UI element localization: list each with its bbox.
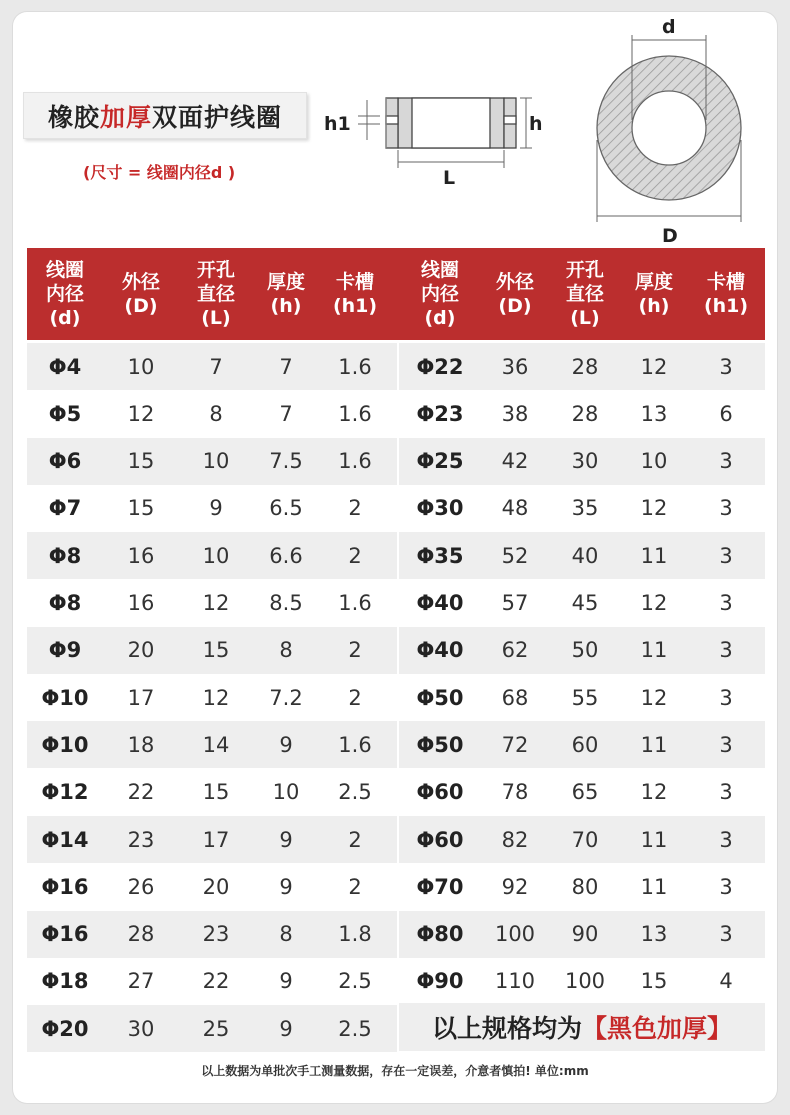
table-cell: 68 bbox=[501, 685, 529, 710]
table-cell: 2.5 bbox=[338, 969, 372, 994]
table-cell: 60 bbox=[571, 732, 599, 757]
table-cell: 80 bbox=[571, 874, 599, 899]
cell-inner-diameter: Φ4 bbox=[48, 354, 82, 379]
cell-inner-diameter: Φ23 bbox=[416, 401, 464, 426]
table-row bbox=[399, 343, 765, 390]
table-cell: 2 bbox=[348, 496, 362, 521]
table-cell: 11 bbox=[640, 732, 668, 757]
table-cell: 78 bbox=[501, 780, 529, 805]
cell-inner-diameter: Φ16 bbox=[41, 922, 89, 947]
cell-inner-diameter: Φ8 bbox=[48, 543, 82, 568]
table-cell: 15 bbox=[127, 449, 155, 474]
table-row bbox=[399, 958, 765, 1005]
header-line: 内径 bbox=[420, 283, 459, 305]
table-row bbox=[399, 580, 765, 627]
table-cell: 57 bbox=[501, 591, 529, 615]
title-part2: 双面护线圈 bbox=[152, 102, 283, 132]
table-cell: 8.5 bbox=[269, 591, 303, 615]
grommet-diagram bbox=[0, 0, 790, 250]
table-cell: 3 bbox=[719, 354, 733, 379]
header-line: (d) bbox=[424, 307, 456, 329]
table-cell: 12 bbox=[202, 685, 230, 710]
table-cell: 26 bbox=[127, 874, 155, 899]
table-cell: 110 bbox=[494, 969, 536, 994]
table-row bbox=[399, 627, 765, 674]
grommet-profile bbox=[386, 98, 516, 148]
table-cell: 55 bbox=[571, 685, 599, 710]
table-cell: 2.5 bbox=[338, 780, 372, 805]
header-line: (D) bbox=[498, 295, 532, 317]
table-cell: 17 bbox=[127, 685, 155, 710]
column-header bbox=[691, 248, 761, 340]
header-line: (d) bbox=[49, 307, 81, 329]
table-cell: 12 bbox=[640, 496, 668, 521]
table-cell: 2 bbox=[348, 874, 362, 899]
column-header bbox=[105, 248, 177, 340]
table-cell: 17 bbox=[202, 827, 230, 852]
table-cell: 15 bbox=[127, 496, 155, 521]
table-cell: 9 bbox=[279, 969, 293, 994]
table-cell: 1.6 bbox=[338, 401, 372, 426]
title-part1: 橡胶 bbox=[47, 102, 100, 132]
black-note-highlight: 【黑色加厚】 bbox=[582, 1014, 733, 1043]
cell-inner-diameter: Φ18 bbox=[41, 969, 89, 994]
cell-inner-diameter: Φ5 bbox=[48, 401, 82, 426]
table-cell: 9 bbox=[279, 1016, 293, 1041]
cell-inner-diameter: Φ40 bbox=[416, 591, 464, 615]
table-cell: 7.5 bbox=[269, 449, 303, 474]
table-cell: 9 bbox=[279, 874, 293, 899]
table-cell: 1.6 bbox=[338, 354, 372, 379]
table-cell: 9 bbox=[279, 827, 293, 852]
table-cell: 28 bbox=[571, 354, 599, 379]
table-row bbox=[27, 438, 397, 485]
column-header bbox=[479, 248, 551, 340]
header-line: (L) bbox=[201, 307, 231, 329]
cell-inner-diameter: Φ50 bbox=[416, 732, 464, 757]
table-row bbox=[27, 390, 397, 437]
header-line: (h1) bbox=[703, 295, 749, 317]
table-row bbox=[399, 816, 765, 863]
table-cell: 25 bbox=[202, 1016, 230, 1041]
table-cell: 3 bbox=[719, 827, 733, 852]
table-cell: 16 bbox=[127, 591, 155, 615]
table-cell: 2.5 bbox=[338, 1016, 372, 1041]
table-cell: 40 bbox=[571, 543, 599, 568]
column-header bbox=[403, 248, 477, 340]
table-row bbox=[27, 1005, 397, 1052]
table-cell: 45 bbox=[571, 591, 599, 615]
header-line: (h1) bbox=[332, 295, 378, 317]
table-cell: 13 bbox=[640, 401, 668, 426]
table-row bbox=[399, 390, 765, 437]
table-cell: 8 bbox=[279, 638, 293, 663]
table-cell: 3 bbox=[719, 591, 733, 615]
label-d: d bbox=[662, 16, 676, 38]
table-cell: 1.6 bbox=[338, 449, 372, 474]
table-cell: 7 bbox=[279, 354, 293, 379]
table-cell: 35 bbox=[571, 496, 599, 521]
cell-inner-diameter: Φ70 bbox=[416, 874, 464, 899]
table-cell: 6.6 bbox=[269, 543, 303, 568]
table-cell: 62 bbox=[501, 638, 529, 663]
table-cell: 36 bbox=[501, 354, 529, 379]
table-cell: 2 bbox=[348, 638, 362, 663]
table-cell: 3 bbox=[719, 638, 733, 663]
table-cell: 9 bbox=[209, 496, 223, 521]
table-cell: 92 bbox=[501, 874, 529, 899]
table-cell: 11 bbox=[640, 874, 668, 899]
table-cell: 15 bbox=[640, 969, 668, 994]
table-row bbox=[399, 911, 765, 958]
table-cell: 7 bbox=[209, 354, 223, 379]
table-cell: 11 bbox=[640, 638, 668, 663]
table-cell: 48 bbox=[501, 496, 529, 521]
header-line: 直径 bbox=[196, 283, 235, 305]
table-cell: 8 bbox=[279, 922, 293, 947]
cell-inner-diameter: Φ60 bbox=[416, 780, 464, 805]
table-cell: 10 bbox=[640, 449, 668, 474]
table-cell: 100 bbox=[494, 922, 536, 947]
table-row bbox=[27, 485, 397, 532]
table-cell: 10 bbox=[202, 449, 230, 474]
header-line: (D) bbox=[124, 295, 158, 317]
header-line: 线圈 bbox=[45, 259, 84, 281]
header-line: (h) bbox=[270, 295, 302, 317]
table-cell: 22 bbox=[127, 780, 155, 805]
header-line: 内径 bbox=[45, 283, 84, 305]
table-row bbox=[399, 674, 765, 721]
table-cell: 3 bbox=[719, 780, 733, 805]
label-L: L bbox=[443, 167, 456, 189]
table-row bbox=[27, 769, 397, 816]
table-cell: 14 bbox=[202, 732, 230, 757]
table-cell: 3 bbox=[719, 449, 733, 474]
cell-inner-diameter: Φ8 bbox=[48, 591, 82, 615]
table-cell: 70 bbox=[571, 827, 599, 852]
table-cell: 65 bbox=[571, 780, 599, 805]
table-cell: 20 bbox=[127, 638, 155, 663]
label-h: h bbox=[529, 113, 543, 135]
column-header bbox=[549, 248, 621, 340]
table-cell: 15 bbox=[202, 638, 230, 663]
table-cell: 30 bbox=[127, 1016, 155, 1041]
table-cell: 23 bbox=[202, 922, 230, 947]
table-cell: 2 bbox=[348, 685, 362, 710]
header-line: 开孔 bbox=[196, 259, 235, 281]
table-row bbox=[399, 485, 765, 532]
table-cell: 13 bbox=[640, 922, 668, 947]
table-cell: 3 bbox=[719, 685, 733, 710]
table-cell: 27 bbox=[127, 969, 155, 994]
table-cell: 72 bbox=[501, 732, 529, 757]
size-note: (尺寸 = 线圈内径d ) bbox=[83, 163, 236, 182]
label-h1: h1 bbox=[324, 113, 351, 135]
table-cell: 3 bbox=[719, 496, 733, 521]
table-row bbox=[27, 674, 397, 721]
table-cell: 9 bbox=[279, 732, 293, 757]
header-line: 线圈 bbox=[420, 259, 459, 281]
cell-inner-diameter: Φ35 bbox=[416, 543, 464, 568]
black-thick-note bbox=[399, 1003, 765, 1051]
title-highlight: 加厚 bbox=[99, 102, 152, 132]
table-cell: 1.8 bbox=[338, 922, 372, 947]
table-cell: 18 bbox=[127, 732, 155, 757]
cell-inner-diameter: Φ6 bbox=[48, 449, 82, 474]
table-row bbox=[27, 343, 397, 390]
black-note-text: 以上规格均为 bbox=[431, 1014, 582, 1043]
table-cell: 12 bbox=[640, 354, 668, 379]
cell-inner-diameter: Φ10 bbox=[41, 732, 89, 757]
table-cell: 30 bbox=[571, 449, 599, 474]
table-header bbox=[27, 248, 765, 340]
header-line: 开孔 bbox=[565, 259, 604, 281]
table-cell: 38 bbox=[501, 401, 529, 426]
table-cell: 52 bbox=[501, 543, 529, 568]
table-cell: 6 bbox=[719, 401, 733, 426]
table-cell: 50 bbox=[571, 638, 599, 663]
header-line: (h) bbox=[638, 295, 670, 317]
column-header bbox=[619, 248, 689, 340]
footer-note: 以上数据为单批次手工测量数据，存在一定误差，介意者慎拍! 单位:mm bbox=[201, 1064, 589, 1078]
table-row bbox=[399, 769, 765, 816]
table-cell: 1.6 bbox=[338, 591, 372, 615]
table-cell: 8 bbox=[209, 401, 223, 426]
table-cell: 10 bbox=[272, 780, 300, 805]
cell-inner-diameter: Φ22 bbox=[416, 354, 464, 379]
cell-inner-diameter: Φ7 bbox=[48, 496, 82, 521]
table-cell: 16 bbox=[127, 543, 155, 568]
cell-inner-diameter: Φ9 bbox=[48, 638, 82, 663]
cell-inner-diameter: Φ14 bbox=[41, 827, 89, 852]
column-header bbox=[180, 248, 252, 340]
table-row bbox=[27, 721, 397, 768]
table-row bbox=[27, 580, 397, 627]
table-cell: 82 bbox=[501, 827, 529, 852]
table-cell: 100 bbox=[564, 969, 606, 994]
table-cell: 11 bbox=[640, 543, 668, 568]
table-row bbox=[27, 911, 397, 958]
cell-inner-diameter: Φ10 bbox=[41, 685, 89, 710]
table-cell: 12 bbox=[640, 685, 668, 710]
table-cell: 28 bbox=[127, 922, 155, 947]
table-cell: 4 bbox=[719, 969, 733, 994]
table-cell: 2 bbox=[348, 827, 362, 852]
table-cell: 28 bbox=[571, 401, 599, 426]
grommet-top-view bbox=[597, 56, 741, 200]
table-cell: 2 bbox=[348, 543, 362, 568]
table-row bbox=[27, 958, 397, 1005]
table-cell: 12 bbox=[640, 780, 668, 805]
table-row bbox=[27, 816, 397, 863]
header-line: 卡槽 bbox=[335, 271, 374, 293]
label-D: D bbox=[662, 225, 678, 247]
table-cell: 22 bbox=[202, 969, 230, 994]
cell-inner-diameter: Φ16 bbox=[41, 874, 89, 899]
cell-inner-diameter: Φ60 bbox=[416, 827, 464, 852]
table-row bbox=[399, 438, 765, 485]
table-row bbox=[27, 627, 397, 674]
table-cell: 90 bbox=[571, 922, 599, 947]
table-cell: 10 bbox=[127, 354, 155, 379]
header-line: 厚度 bbox=[266, 271, 305, 293]
cell-inner-diameter: Φ12 bbox=[41, 780, 89, 805]
table-row bbox=[27, 532, 397, 579]
table-cell: 42 bbox=[501, 449, 529, 474]
table-cell: 3 bbox=[719, 874, 733, 899]
table-cell: 20 bbox=[202, 874, 230, 899]
column-header bbox=[28, 248, 102, 340]
table-cell: 10 bbox=[202, 543, 230, 568]
table-cell: 7 bbox=[279, 401, 293, 426]
column-header bbox=[251, 248, 321, 340]
header-line: (L) bbox=[570, 307, 600, 329]
cell-inner-diameter: Φ40 bbox=[416, 638, 464, 663]
cell-inner-diameter: Φ30 bbox=[416, 496, 464, 521]
table-row bbox=[399, 863, 765, 910]
cell-inner-diameter: Φ25 bbox=[416, 449, 464, 474]
table-cell: 15 bbox=[202, 780, 230, 805]
table-cell: 11 bbox=[640, 827, 668, 852]
header-line: 厚度 bbox=[634, 271, 673, 293]
table-cell: 23 bbox=[127, 827, 155, 852]
table-cell: 1.6 bbox=[338, 732, 372, 757]
cell-inner-diameter: Φ20 bbox=[41, 1016, 89, 1041]
header-line: 外径 bbox=[495, 271, 534, 293]
table-row bbox=[27, 863, 397, 910]
table-cell: 3 bbox=[719, 732, 733, 757]
table-row bbox=[399, 532, 765, 579]
table-cell: 12 bbox=[640, 591, 668, 615]
table-row bbox=[399, 721, 765, 768]
header-line: 卡槽 bbox=[706, 271, 745, 293]
table-cell: 12 bbox=[202, 591, 230, 615]
cell-inner-diameter: Φ50 bbox=[416, 685, 464, 710]
table-cell: 6.5 bbox=[269, 496, 303, 521]
column-header bbox=[320, 248, 390, 340]
header-line: 外径 bbox=[121, 271, 160, 293]
header-line: 直径 bbox=[565, 283, 604, 305]
table-cell: 12 bbox=[127, 401, 155, 426]
table-cell: 3 bbox=[719, 922, 733, 947]
table-cell: 7.2 bbox=[269, 685, 303, 710]
cell-inner-diameter: Φ80 bbox=[416, 922, 464, 947]
cell-inner-diameter: Φ90 bbox=[416, 969, 464, 994]
table-cell: 3 bbox=[719, 543, 733, 568]
